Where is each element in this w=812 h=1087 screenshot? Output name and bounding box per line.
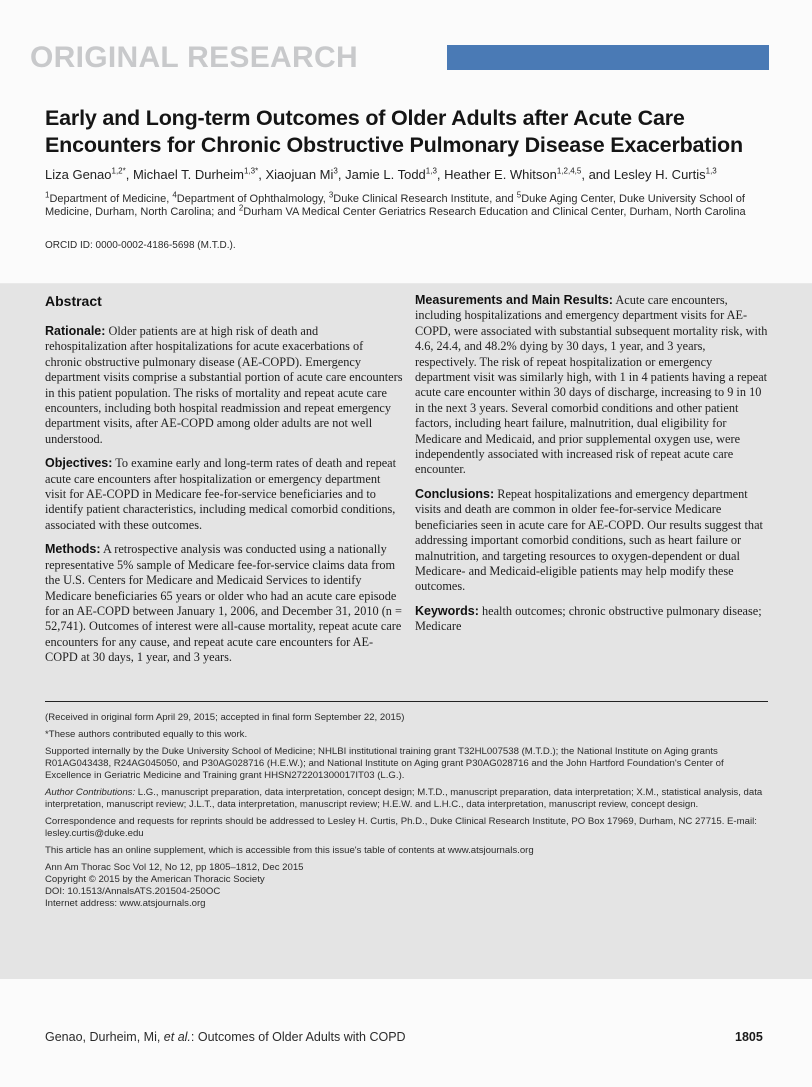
section-banner — [30, 42, 358, 74]
affil-sup: 5 — [516, 190, 522, 200]
section-label: ORIGINAL RESEARCH — [30, 41, 358, 74]
supplement-note: This article has an online supplement, which is accessible from this issue's table of contents at www.atsjournals.org — [45, 845, 534, 856]
footnote-divider — [45, 701, 768, 702]
abstract-right-column — [415, 293, 770, 644]
section-lead: Rationale: — [45, 324, 106, 338]
affil-text: Duke Clinical Research Institute, and — [333, 193, 517, 205]
section-text: Repeat hospitalizations and emergency department visits and death are common in older fee-for-service Medicare beneficiaries seen in acute care for AE-COPD. Our results suggest that addressing important comorbid conditions, such as heart failure or malnutrition, and targeting resources to oxygen-dependent or dual Medicare- and Medicaid-eligible patients may help modify these outcomes. — [415, 486, 763, 594]
doi-line: DOI: 10.1513/AnnalsATS.201504-250OC — [45, 886, 221, 897]
equal-contribution-note: *These authors contributed equally to this work. — [45, 729, 248, 740]
author-name: Michael T. Durheim — [132, 167, 244, 182]
author-affil-sup: 1,2* — [111, 166, 126, 176]
abstract-conclusions — [415, 487, 770, 595]
section-lead: Measurements and Main Results: — [415, 293, 613, 307]
abstract-left-column — [45, 293, 403, 675]
affil-sup: 2 — [238, 203, 244, 213]
author-affil-sup: 1,3 — [705, 166, 717, 176]
abstract-rationale — [45, 324, 403, 447]
section-accent-bar — [447, 45, 769, 70]
received-dates: (Received in original form April 29, 2015; accepted in final form September 22, 2015) — [45, 712, 405, 723]
author-name: Lesley H. Curtis — [613, 167, 706, 182]
running-head — [45, 1030, 406, 1044]
section-lead: Methods: — [45, 542, 101, 557]
page-number: 1805 — [735, 1030, 763, 1044]
section-text: A retrospective analysis was conducted using a nationally representative 5% sample of Medicare fee-for-service claims data from the U.S. Centers for Medicare and Medicaid Services to identify Medicare beneficiaries 65 years or older who had an acute care episode for an AE-COPD between January 1, 2006, and December 31, 2010 (n = 52,741). Outcomes of interest were all-cause mortality, repeat acute care encounters for any cause, and repeat acute care encounters for AE-COPD at 30 days, 1 year, and 3 years. — [45, 542, 402, 665]
correspondence-note: Correspondence and requests for reprints should be addressed to Lesley H. Curtis, Ph.D., Duke Clinical Research Institute, PO Box 17969, Durham, NC 27715. E-mail: lesley.curtis@duke.edu — [45, 816, 757, 839]
abstract-objectives — [45, 456, 403, 533]
journal-citation: Ann Am Thorac Soc Vol 12, No 12, pp 1805–1812, Dec 2015 — [45, 862, 304, 873]
author-list: Liza Genao$^{1,2*}$, Michael T. Durheim$^{1,3*}$, Xiaojuan Mi$^3$, Jamie L. Todd$^{1,3}$, Heather E. Whitson$^{1,2,4,5}$, and Lesley H. Curtis$^{1,3}$ — [45, 166, 717, 182]
section-lead: Keywords: — [415, 603, 479, 618]
contributions-label: Author Contributions: — [45, 787, 136, 798]
affil-text: Duke Aging Center, Duke University School of Medicine, Durham, North Carolina; and — [45, 193, 745, 218]
abstract-keywords — [415, 604, 770, 635]
section-text: Older patients are at high risk of death and rehospitalization after hospitalizations for acute exacerbations of chronic obstructive pulmonary disease (AE-COPD). Emergency department visits comprise a substantial portion of acute care encounters in this patient population. The risks of mortality and repeat acute care encounters, including both hospital readmission and repeat emergency department visits, after AE-COPD among older adults are not well understood. — [45, 324, 403, 446]
affiliations — [45, 190, 775, 219]
article-title: Early and Long-term Outcomes of Older Adults after Acute Care Encounters for Chronic Obstructive Pulmonary Disease Exacerbation — [45, 106, 743, 157]
contributions-text: L.G., manuscript preparation, data interpretation, concept design; M.T.D., manuscript preparation, data interpretation; X.M., statistical analysis, data interpretation, manuscript review; J.L.T., data interpretation, manuscript review; H.E.W. and L.H.C., data interpretation, manuscript review, concept design. — [45, 787, 763, 810]
internet-address: Internet address: www.atsjournals.org — [45, 898, 206, 909]
affil-sup: 1 — [45, 190, 50, 200]
abstract-heading: Abstract — [45, 293, 102, 309]
author-name: Xiaojuan Mi — [265, 167, 334, 182]
author-name: Heather E. Whitson — [444, 167, 557, 182]
author-name: Liza Genao — [45, 167, 112, 182]
author-name: Jamie L. Todd — [345, 167, 426, 182]
section-text: Acute care encounters, including hospitalizations and emergency department visits for AE-COPD, were associated with substantial subsequent mortality risk, with 4.6, 24.4, and 48.2% dying by 30 days, 1 year, and 3 years, respectively. The risk of repeat hospitalization or emergency department visit was similarly high, with 1 in 4 patients having a repeat acute care encounter within 30 days of discharge, increasing to 9 in 10 in the next 3 years. Several comorbid conditions and other patient factors, including heart failure, malnutrition, dual eligibility for Medicare and Medicaid, and prior supplemental oxygen use, were independently associated with increased risk of repeat acute care encounter. — [415, 293, 768, 477]
author-affil-sup: 3 — [333, 166, 338, 176]
orcid-id: ORCID ID: 0000-0002-4186-5698 (M.T.D.). — [45, 240, 236, 251]
author-affil-sup: 1,2,4,5 — [556, 166, 582, 176]
author-affil-sup: 1,3* — [244, 166, 259, 176]
author-affil-sup: 1,3 — [425, 166, 437, 176]
abstract-methods — [45, 542, 403, 665]
section-text: To examine early and long-term rates of death and repeat acute care encounters after hospitalization or emergency department visit for AE-COPD in Medicare fee-for-service beneficiaries and to identify patient characteristics, including medical comorbid conditions, associated with these outcomes. — [45, 456, 397, 532]
running-head-authors: Genao, Durheim, Mi, — [45, 1030, 164, 1044]
author-contributions — [45, 787, 771, 811]
footnotes — [45, 712, 771, 910]
running-head-etal: et al. — [163, 1030, 191, 1044]
affil-text: Durham VA Medical Center Geriatrics Research Education and Clinical Center, Durham, North Carolina — [243, 206, 746, 218]
running-head-title: : Outcomes of Older Adults with COPD — [190, 1030, 406, 1044]
affil-sup: 4 — [172, 190, 177, 200]
section-lead: Objectives: — [45, 456, 113, 471]
affil-sup: 3 — [328, 190, 334, 200]
section-lead: Conclusions: — [415, 486, 495, 501]
section-text: health outcomes; chronic obstructive pulmonary disease; Medicare — [415, 603, 762, 634]
affil-text: Department of Ophthalmology, — [176, 193, 329, 205]
affil-text: Department of Medicine, — [49, 193, 173, 205]
abstract-results — [415, 293, 770, 478]
copyright-line: Copyright © 2015 by the American Thoracic Society — [45, 874, 265, 885]
funding-note: Supported internally by the Duke University School of Medicine; NHLBI institutional training grant T32HL007538 (M.T.D.); the National Institute on Aging grants R01AG043438, R24AG045050, and P30AG028716 (H.E.W.); and National Institute on Aging grant P30AG028716 and the John Hartford Foundation's Center of Excellence in Geriatric Medicine and Training grant HHSN272201300017IT03 (L.G.). — [45, 746, 724, 781]
